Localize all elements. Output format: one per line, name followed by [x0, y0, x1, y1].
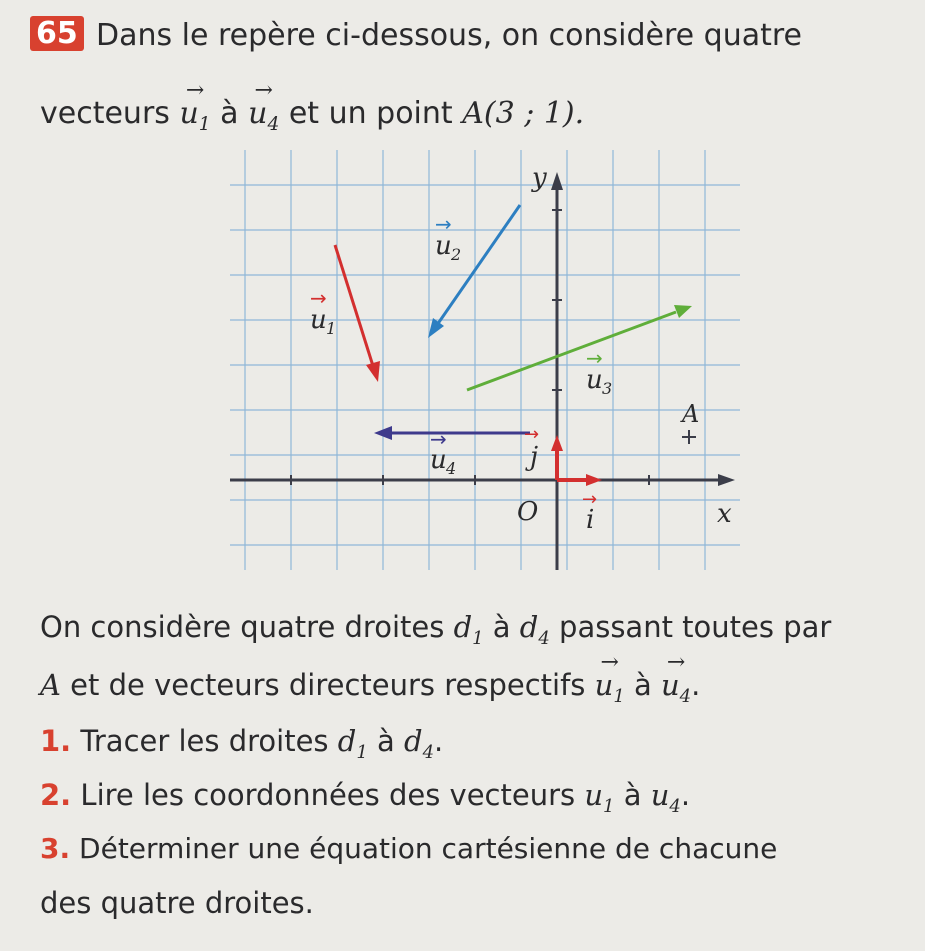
intro-line-1 [96, 18, 802, 53]
coordinate-figure [230, 150, 750, 580]
vector-u1-label: → $u_1$ [179, 96, 210, 135]
svg-text:4: 4 [446, 459, 457, 478]
intro-point-text: et un point [288, 96, 453, 131]
vector-u3-arrow [467, 305, 692, 390]
point-a-label: A [682, 400, 700, 428]
vector-u4-arrow [374, 426, 530, 440]
origin-label: O [517, 497, 539, 527]
unit-vector-i [557, 474, 602, 486]
svg-text:→: → [524, 424, 540, 445]
question-1-number: 1. [40, 724, 72, 758]
question-2: 2. Lire les coordonnées des vecteurs $u_1$ à $u_4$. [40, 778, 691, 817]
svg-text:→: → [582, 489, 598, 510]
y-axis [551, 172, 563, 570]
paragraph-line-2: A et de vecteurs directeurs respectifs → $u_1$ à → $u_4$. [40, 668, 700, 707]
intro-vecteurs-text: vecteurs [40, 96, 170, 131]
svg-text:→: → [430, 427, 447, 451]
intro-a-text: à [220, 96, 239, 131]
svg-text:u: u [435, 231, 452, 261]
x-axis-label: x [717, 499, 732, 529]
svg-text:→: → [586, 346, 603, 370]
question-2-number: 2. [40, 778, 72, 812]
intro-text-1: Dans le repère ci-dessous, on considère quatre [96, 18, 803, 53]
svg-text:→: → [435, 212, 452, 236]
intro-line-2 [40, 96, 584, 135]
vector-u4-label: → $u_4$ [248, 96, 279, 135]
question-3-continuation: des quatre droites. [40, 886, 314, 920]
vector-u1-arrow [335, 245, 380, 382]
question-3-number: 3. [40, 832, 71, 865]
svg-text:u: u [310, 305, 327, 335]
u3-graph-label [586, 346, 612, 398]
u2-graph-label [435, 212, 461, 264]
svg-text:j: j [530, 442, 539, 472]
y-axis-label: y [532, 163, 547, 193]
svg-text:→: → [310, 286, 327, 310]
u1-graph-label [310, 286, 336, 338]
svg-text:u: u [586, 365, 603, 395]
svg-text:2: 2 [451, 245, 462, 264]
svg-text:u: u [430, 445, 447, 475]
point-a-expression: A(3 ; 1). [462, 96, 585, 131]
point-a-marker [682, 430, 696, 444]
unit-j-label [524, 424, 539, 472]
u4-graph-label [430, 427, 456, 478]
paragraph-line-1: On considère quatre droites $d_1$ à $d_4$ passant toutes par [40, 610, 832, 649]
unit-i-label [582, 489, 597, 535]
svg-text:1: 1 [326, 319, 337, 338]
question-1: 1. Tracer les droites $d_1$ à $d_4$. [40, 724, 444, 763]
grid [230, 150, 740, 570]
unit-vector-j [551, 435, 563, 480]
svg-text:i: i [586, 505, 595, 535]
svg-text:3: 3 [602, 379, 613, 398]
exercise-number-badge: 65 [30, 16, 84, 51]
question-3: 3. Déterminer une équation cartésienne de chacune [40, 832, 778, 865]
